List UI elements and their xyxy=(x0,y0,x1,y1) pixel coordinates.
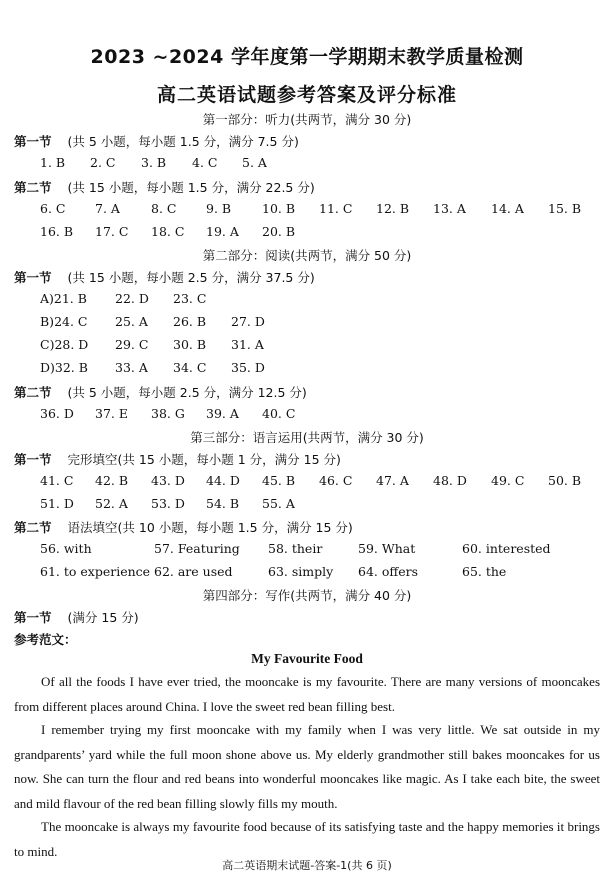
answer-row xyxy=(0,155,614,173)
answer: 38. G xyxy=(151,406,185,421)
section-label: 第二节 xyxy=(14,520,52,535)
answer: 51. D xyxy=(40,496,74,511)
essay-paragraph: Of all the foods I have ever tried, the mooncake is my favourite. There are many versions of mooncakes from different places around China. I love the sweet red bean filling best. xyxy=(14,674,600,714)
answer: 27. D xyxy=(231,314,265,329)
answer: 35. D xyxy=(231,360,265,375)
answer: 8. C xyxy=(151,201,177,216)
section-desc: (满分 15 分) xyxy=(67,610,139,625)
answer: 40. C xyxy=(262,406,296,421)
answer: 39. A xyxy=(206,406,239,421)
answer: 59. What xyxy=(358,541,416,556)
answer: D)32. B xyxy=(40,360,88,375)
page-footer: 高二英语期末试题-答案-1(共 6 页) xyxy=(222,859,392,872)
answer-row xyxy=(0,473,614,491)
answer: 18. C xyxy=(151,224,185,239)
section-label: 第一节 xyxy=(14,610,52,625)
answer: 23. C xyxy=(173,291,207,306)
answer: 13. A xyxy=(433,201,466,216)
answer: 2. C xyxy=(90,155,116,170)
section-desc: (共 5 小题，每小题 1.5 分，满分 7.5 分) xyxy=(67,134,299,149)
section-desc: 语法填空(共 10 小题，每小题 1.5 分，满分 15 分) xyxy=(67,520,353,535)
part3-sec1-header xyxy=(14,450,341,468)
answer: 26. B xyxy=(173,314,207,329)
answer: 63. simply xyxy=(268,564,334,579)
answer-row xyxy=(0,406,614,424)
answer: 50. B xyxy=(548,473,582,488)
answer-row xyxy=(0,360,614,378)
answer: 47. A xyxy=(376,473,409,488)
answer: 7. A xyxy=(95,201,120,216)
sample-essay-label: 参考范文： xyxy=(14,632,77,647)
answer: 44. D xyxy=(206,473,240,488)
part2-sec2-header xyxy=(14,383,307,401)
answer: 54. B xyxy=(206,496,240,511)
answer: 43. D xyxy=(151,473,185,488)
answer: 64. offers xyxy=(358,564,419,579)
essay-paragraph: I remember trying my first mooncake with my family when I was very little. We sat outside in my grandparents’ yard while the full moon shone above us. My elderly grandmother still bakes mooncakes for us now. She can turn the flour and red beans into wonderful mooncakes like magic. As I take each bite, the sweet and mild flavour of the red bean filling slowly fills my mouth. xyxy=(14,722,600,811)
answer: 65. the xyxy=(462,564,507,579)
part4-sec1-header xyxy=(14,608,139,626)
part4-heading: 第四部分：写作(共两节，满分 40 分) xyxy=(202,588,412,603)
section-desc: (共 15 小题，每小题 2.5 分，满分 37.5 分) xyxy=(67,270,315,285)
answer-row xyxy=(0,564,614,582)
answer: 17. C xyxy=(95,224,129,239)
section-label: 第一节 xyxy=(14,270,52,285)
answer: C)28. D xyxy=(40,337,89,352)
answer: 5. A xyxy=(242,155,267,170)
section-label: 第二节 xyxy=(14,385,52,400)
part2-heading: 第二部分：阅读(共两节，满分 50 分) xyxy=(202,248,412,263)
answer: 62. are used xyxy=(154,564,233,579)
answer-row xyxy=(0,291,614,309)
answer: B)24. C xyxy=(40,314,88,329)
answer: 12. B xyxy=(376,201,410,216)
section-label: 第一节 xyxy=(14,452,52,467)
section-label: 第一节 xyxy=(14,134,52,149)
part3-heading: 第三部分：语言运用(共两节，满分 30 分) xyxy=(190,430,424,445)
answer-row xyxy=(0,541,614,559)
answer-row xyxy=(0,337,614,355)
section-desc: (共 15 小题，每小题 1.5 分，满分 22.5 分) xyxy=(67,180,315,195)
answer: 11. C xyxy=(319,201,353,216)
answer: 16. B xyxy=(40,224,74,239)
answer: 4. C xyxy=(192,155,218,170)
answer: 34. C xyxy=(173,360,207,375)
essay-title: My Favourite Food xyxy=(251,651,363,666)
answer: 58. their xyxy=(268,541,323,556)
answer: 45. B xyxy=(262,473,296,488)
answer: 25. A xyxy=(115,314,148,329)
answer-row xyxy=(0,201,614,219)
answer: 1. B xyxy=(40,155,66,170)
answer: 41. C xyxy=(40,473,74,488)
section-label: 第二节 xyxy=(14,180,52,195)
answer: 14. A xyxy=(491,201,524,216)
answer: 22. D xyxy=(115,291,149,306)
answer: 29. C xyxy=(115,337,149,352)
answer: 48. D xyxy=(433,473,467,488)
answer: 56. with xyxy=(40,541,92,556)
answer: 10. B xyxy=(262,201,296,216)
answer: 9. B xyxy=(206,201,232,216)
answer: 42. B xyxy=(95,473,129,488)
answer-row xyxy=(0,314,614,332)
answer-row xyxy=(0,224,614,242)
essay-paragraph: The mooncake is always my favourite food because of its satisfying taste and the happy memories it brings to mind. xyxy=(14,819,600,859)
answer: 15. B xyxy=(548,201,582,216)
document-title: 2023 ~2024 学年度第一学期期末教学质量检测 xyxy=(90,46,524,68)
part1-sec2-header xyxy=(14,178,315,196)
answer: 49. C xyxy=(491,473,525,488)
answer: 60. interested xyxy=(462,541,551,556)
answer: 52. A xyxy=(95,496,128,511)
answer: 19. A xyxy=(206,224,239,239)
answer: 37. E xyxy=(95,406,128,421)
answer: 20. B xyxy=(262,224,296,239)
answer: 57. Featuring xyxy=(154,541,240,556)
part3-sec2-header xyxy=(14,518,353,536)
answer: 61. to experience xyxy=(40,564,151,579)
answer: A)21. B xyxy=(40,291,87,306)
answer: 55. A xyxy=(262,496,295,511)
answer: 33. A xyxy=(115,360,148,375)
part1-heading: 第一部分：听力(共两节，满分 30 分) xyxy=(202,112,412,127)
section-desc: (共 5 小题，每小题 2.5 分，满分 12.5 分) xyxy=(67,385,307,400)
answer: 6. C xyxy=(40,201,66,216)
document-subtitle: 高二英语试题参考答案及评分标准 xyxy=(156,84,457,106)
answer: 30. B xyxy=(173,337,207,352)
answer-row xyxy=(0,496,614,514)
answer: 36. D xyxy=(40,406,74,421)
section-desc: 完形填空(共 15 小题，每小题 1 分，满分 15 分) xyxy=(67,452,341,467)
answer: 3. B xyxy=(141,155,167,170)
answer: 53. D xyxy=(151,496,185,511)
part2-sec1-header xyxy=(14,268,315,286)
part1-sec1-header xyxy=(14,132,299,150)
answer: 46. C xyxy=(319,473,353,488)
answer: 31. A xyxy=(231,337,264,352)
